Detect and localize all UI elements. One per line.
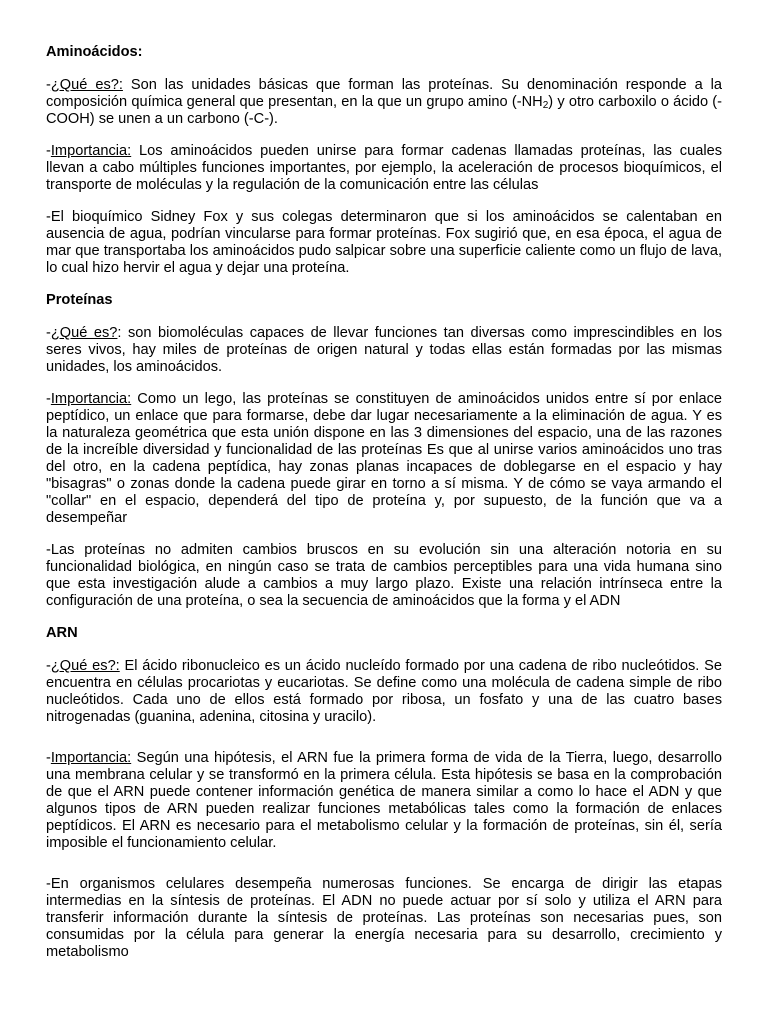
label-que-es: ¿Qué es?: <box>50 658 120 674</box>
document-page <box>46 44 722 976</box>
aminoacidos-importancia: -Importancia: Los aminoácidos pueden unirse para formar cadenas llamadas proteínas, las cuales llevan a cabo múltiples funciones importantes, por ejemplo, la aceleración de procesos bioquímicos, el transporte de moléculas y la regulación de la comunicación entre las células <box>46 143 722 193</box>
label-importancia: Importancia: <box>50 750 132 766</box>
heading-aminoacidos: Aminoácidos: <box>46 44 143 60</box>
arn-importancia: -Importancia: Según una hipótesis, el ARN fue la primera forma de vida de la Tierra, luego, desarrollo una membrana celular y se transformó en la primera célula. Esta hipótesis se basa en la comprobación de que el ARN puede contener información genética de manera similar a como lo hace el ADN y que algunos tipos de ARN pueden realizar funciones metabólicas tales como la formación de enlaces peptídicos. El ARN es necesario para el metabolismo celular y la formación de proteínas, sin él, sería imposible el funcionamiento celular. <box>46 750 722 851</box>
label-que-es: ¿Qué es? <box>50 325 118 341</box>
aminoacidos-fox: -El bioquímico Sidney Fox y sus colegas determinaron que si los aminoácidos se calentaban en ausencia de agua, podrían vincularse para formar proteínas. Fox sugirió que, en esa época, el agua de mar que transportaba los aminoácidos pudo salpicar sobre una superficie caliente como un flujo de lava, lo cual hizo hervir el agua y dejar una proteína. <box>46 209 722 276</box>
label-importancia: Importancia: <box>50 143 132 159</box>
arn-funciones: -En organismos celulares desempeña numerosas funciones. Se encarga de dirigir las etapas intermedias en la síntesis de proteínas. El ADN no puede actuar por sí solo y utiliza el ARN para transferir información durante la síntesis de proteínas. Las proteínas son necesarias pues, son consumidas por la célula para generar la energía necesaria para su desarrollo, crecimiento y metabolismo <box>46 876 722 960</box>
aminoacidos-que-es: -¿Qué es?: Son las unidades básicas que forman las proteínas. Su denominación responde a la composición química general que presentan, en la que un grupo amino $(-NH_2)$ y otro carboxilo o ácido (-COOH) se unen a un carbono (-C-). <box>46 77 723 127</box>
heading-proteinas: Proteínas <box>46 292 113 308</box>
proteinas-importancia: -Importancia: Como un lego, las proteínas se constituyen de aminoácidos unidos entre sí por enlace peptídico, un enlace que para formarse, debe dar lugar necesariamente a la eliminación de agua. Y es la naturaleza geométrica que esta unión dispone en las 3 dimensiones del espacio, una de las razones de la increíble diversidad y funcionalidad de las proteínas Es que al unirse varios aminoácidos uno tras del otro, en la cadena peptídica, hay zonas planas incapaces de doblegarse en el espacio y hay "bisagras" o zonas donde la cadena puede girar en torno a sí misma. Y de cómo se vaya armando el "collar" en el espacio, dependerá del tipo de proteína y, por supuesto, de la función que va a desempeñar <box>46 391 722 526</box>
arn-que-es: -¿Qué es?: El ácido ribonucleico es un ácido nucleído formado por una cadena de ribo nucleótidos. Se encuentra en células procariotas y eucariotas. Se define como una molécula de cadena simple de ribo nucleótidos. Cada uno de ellos está formado por ribosa, un fosfato y una de las cuatro bases nitrogenadas (guanina, adenina, citosina y uracilo). <box>46 658 722 725</box>
proteinas-evolucion: -Las proteínas no admiten cambios bruscos en su evolución sin una alteración notoria en su funcionalidad biológica, en ningún caso se trata de cambios perceptibles para una vida humana sino que esta investigación alude a cambios a muy largo plazo. Existe una relación intrínseca entre la configuración de una proteína, o sea la secuencia de aminoácidos que la forma y el ADN <box>46 542 722 609</box>
heading-arn: ARN <box>46 625 78 641</box>
proteinas-que-es: -¿Qué es?: son biomoléculas capaces de llevar funciones tan diversas como imprescindibles en los seres vivos, hay miles de proteínas de origen natural y todas ellas están formadas por las mismas unidades, los aminoácidos. <box>46 325 722 375</box>
label-que-es: ¿Qué es?: <box>50 77 123 93</box>
label-importancia: Importancia: <box>50 391 132 407</box>
